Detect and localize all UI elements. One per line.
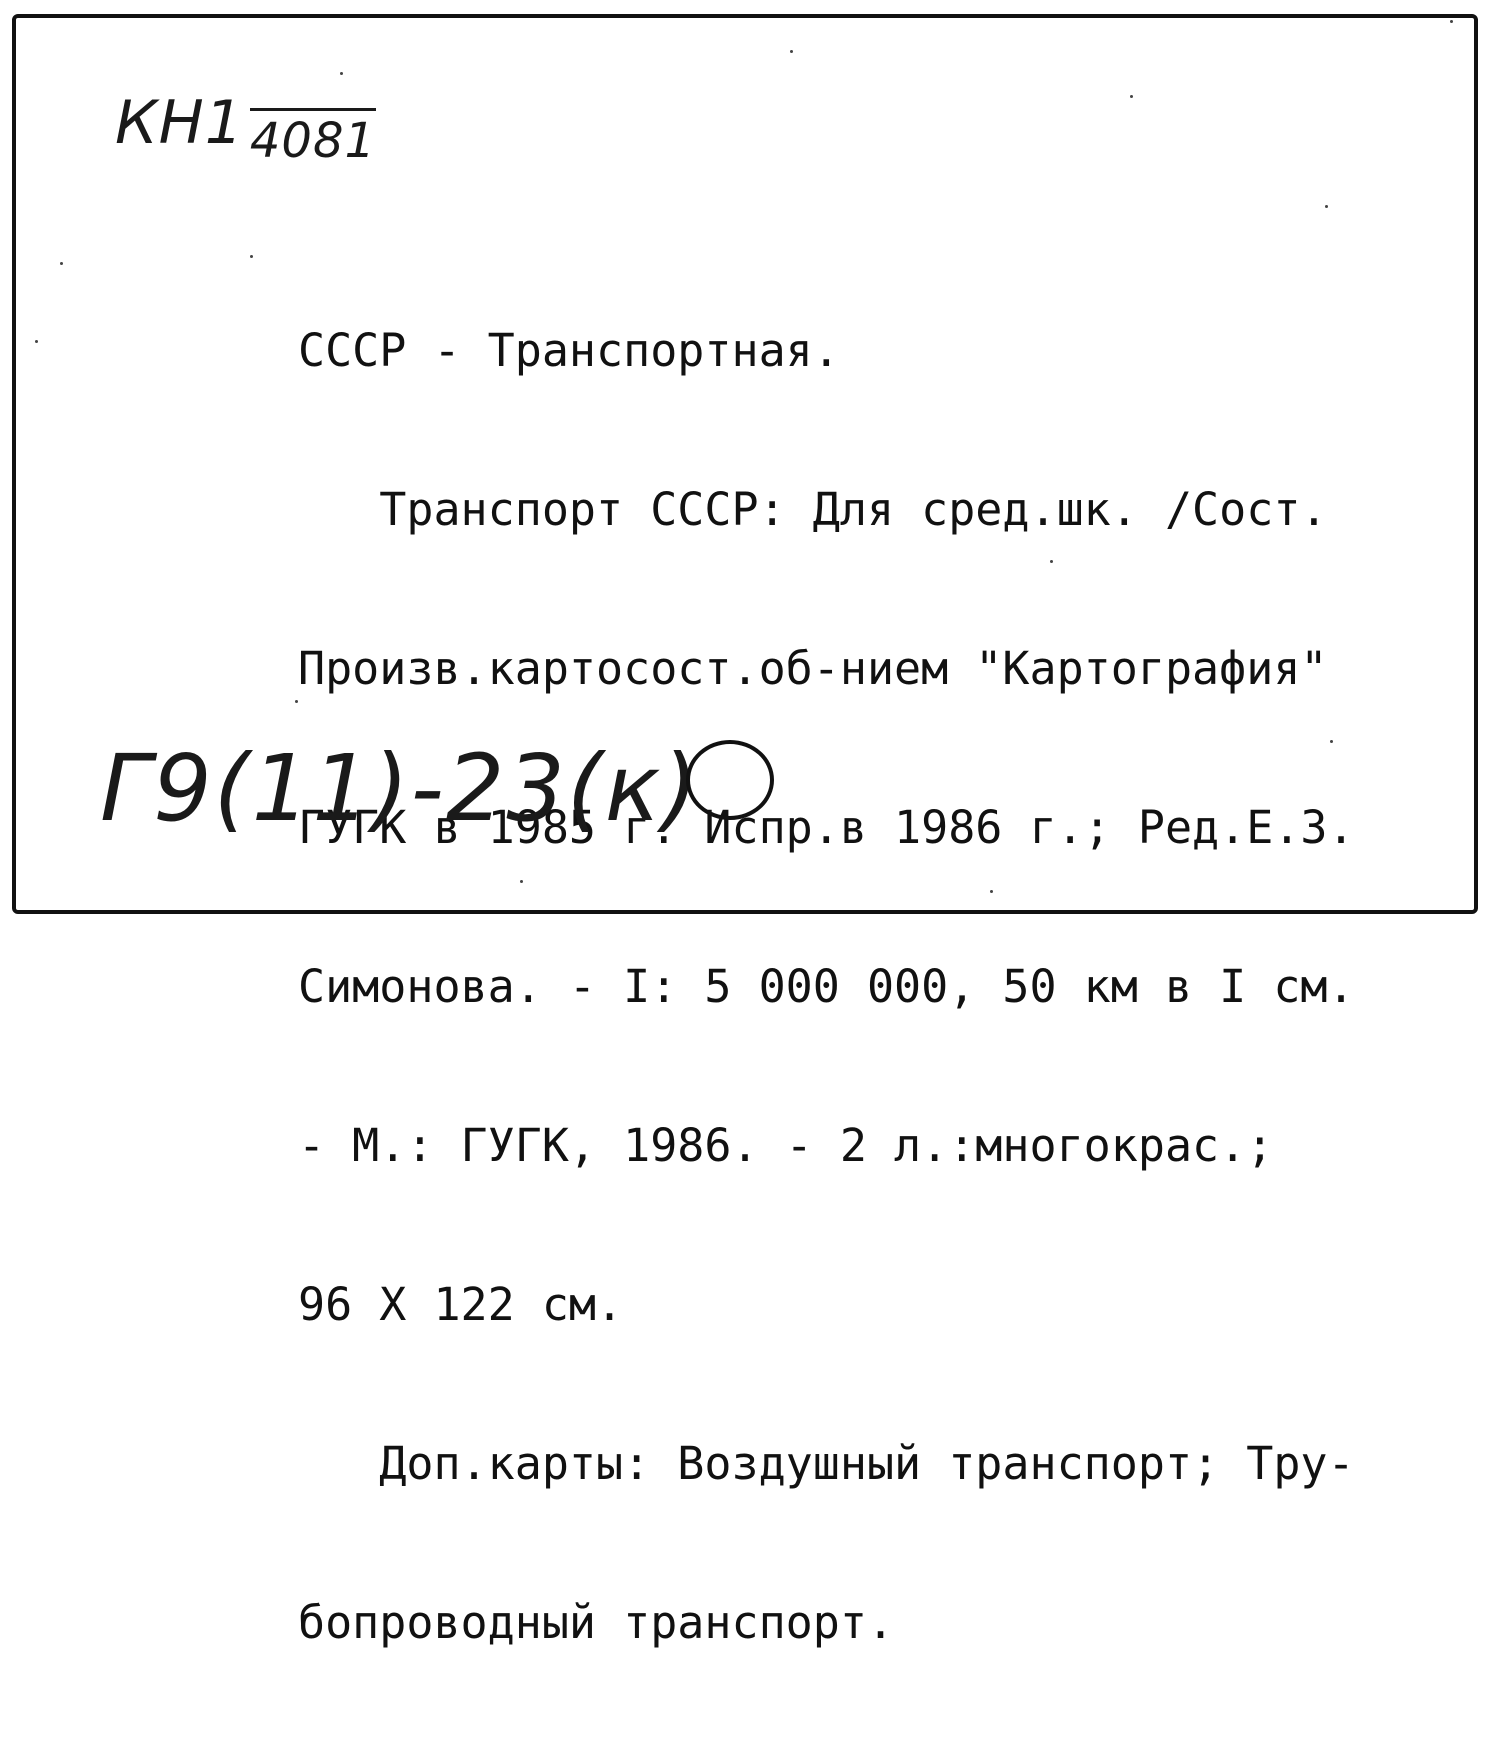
circle-mark [686,740,774,820]
call-number [115,88,376,169]
scan-speck [250,255,253,258]
scan-speck [1325,205,1328,208]
scan-speck [1130,95,1133,98]
entry-line: Транспорт СССР: Для сред.шк. /Сост. [298,483,1328,536]
classification-code: Г9(11)-23(к) [100,735,701,842]
entry-line: ГУГК в 1985 г. Испр.в 1986 г.; Ред.Е.З. [298,801,1355,854]
scan-speck [60,262,63,265]
scan-speck [295,700,298,703]
scan-speck [1050,560,1053,563]
entry-line: Доп.карты: Воздушный транспорт; Тру- [298,1437,1355,1490]
scan-speck [1450,20,1453,23]
entry-line: Произв.картосост.об-нием "Картография" [298,642,1328,695]
entry-line: 96 Х 122 см. [298,1278,624,1331]
scan-speck [340,72,343,75]
call-number-prefix: КН1 [115,88,244,158]
scan-speck [35,340,38,343]
scan-speck [790,50,793,53]
entry-line: - М.: ГУГК, 1986. - 2 л.:многокрас.; [298,1119,1274,1172]
call-number-num: 4081 [250,108,376,169]
entry-line: бопроводный транспорт. [298,1596,895,1649]
bibliographic-entry [298,218,1468,1755]
scan-speck [990,890,993,893]
scan-speck [1330,740,1333,743]
scan-speck [520,880,523,883]
entry-heading: СССР - Транспортная. [298,324,840,377]
entry-line: Симонова. - I: 5 000 000, 50 км в I см. [298,960,1355,1013]
